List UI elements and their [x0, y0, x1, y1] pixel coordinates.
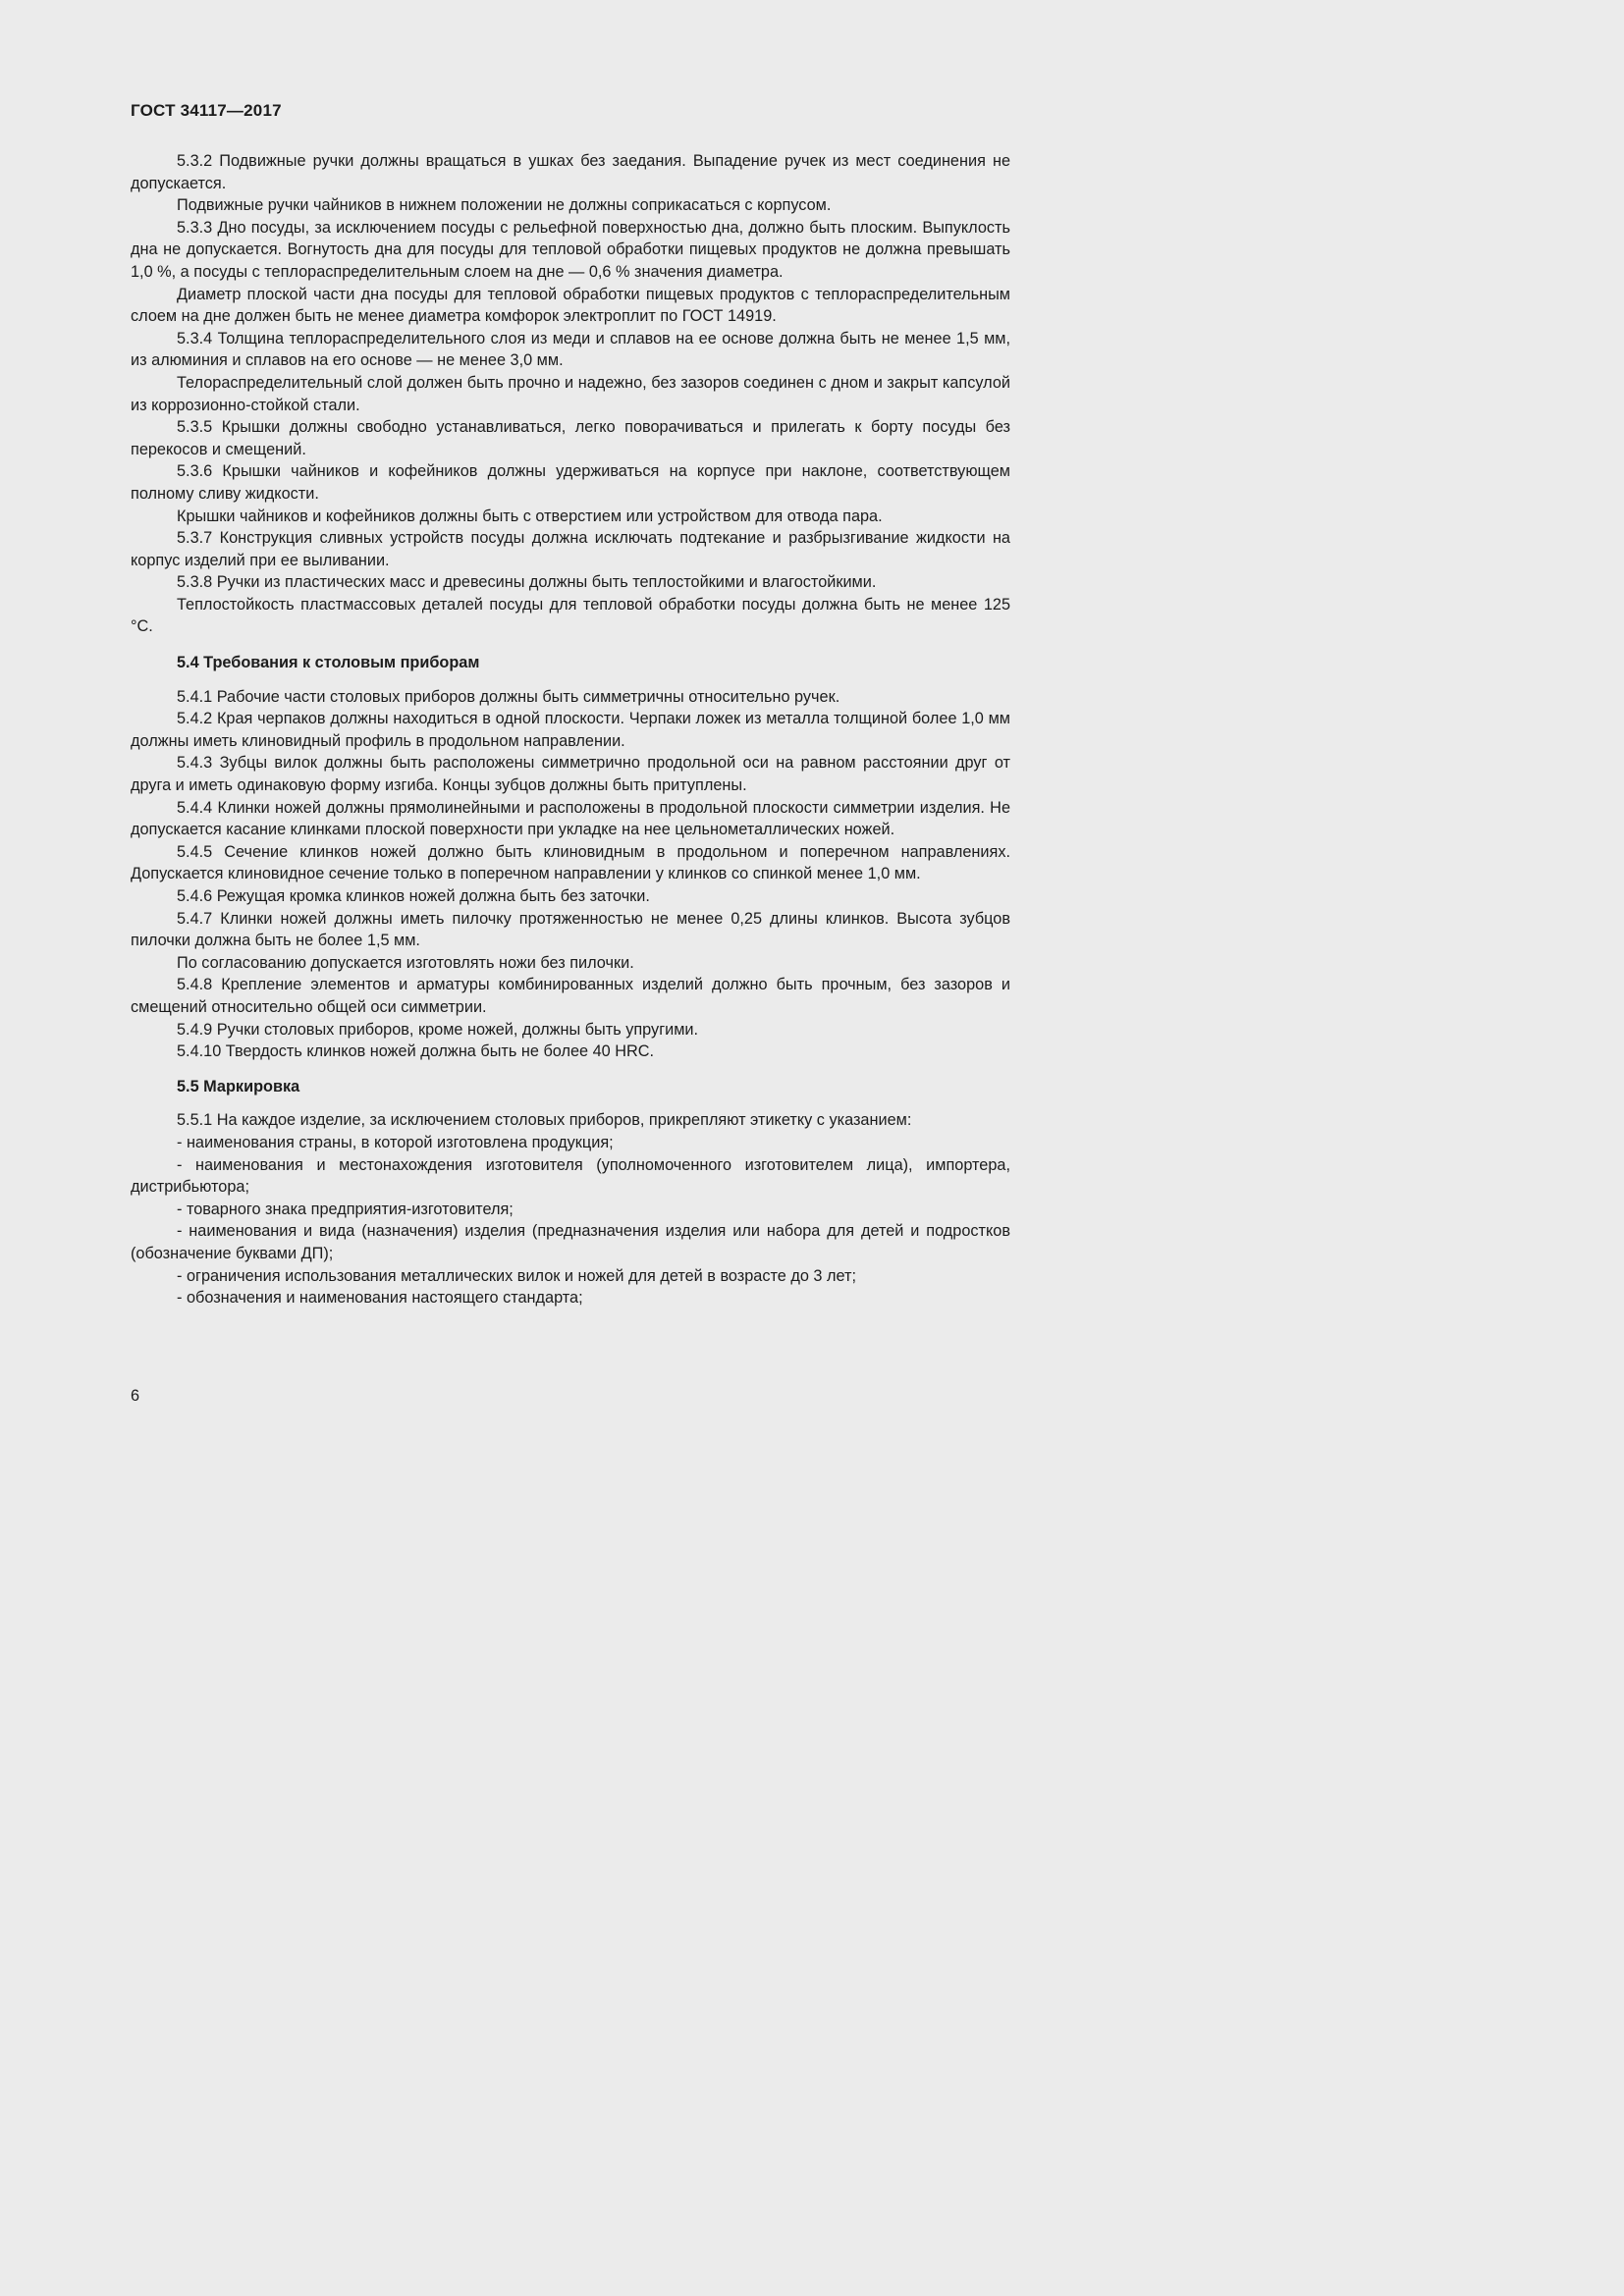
- paragraph: 5.4.9 Ручки столовых приборов, кроме ножей, должны быть упругими.: [177, 1020, 699, 1039]
- page-number: 6: [131, 1387, 140, 1405]
- paragraph: 5.3.2 Подвижные ручки должны вращаться в ушках без заедания. Выпадение ручек из мест соединения не допускается.: [131, 152, 1010, 192]
- list-item: - наименования и вида (назначения) изделия (предназначения изделия или набора для детей и подростков (обозначение буквами ДП);: [131, 1222, 1010, 1262]
- paragraph: 5.4.6 Режущая кромка клинков ножей должна быть без заточки.: [177, 887, 650, 905]
- paragraph: Крышки чайников и кофейников должны быть с отверстием или устройством для отвода пара.: [177, 507, 883, 525]
- paragraph: 5.4.4 Клинки ножей должны прямолинейными и расположены в продольной плоскости симметрии изделия. Не допускается касание клинками плоской поверхности при укладке на нее цельнометаллических ножей.: [131, 798, 1010, 839]
- section-heading-5-4: 5.4 Требования к столовым приборам: [177, 654, 480, 672]
- document-body: [131, 150, 1010, 1309]
- paragraph: 5.3.7 Конструкция сливных устройств посуды должна исключать подтекание и разбрызгивание жидкости на корпус изделий при ее выливании.: [131, 529, 1010, 569]
- paragraph: 5.3.6 Крышки чайников и кофейников должны удерживаться на корпусе при наклоне, соответствующем полному сливу жидкости.: [131, 462, 1010, 503]
- document-header: ГОСТ 34117—2017: [131, 101, 282, 120]
- paragraph: 5.5.1 На каждое изделие, за исключением столовых приборов, прикрепляют этикетку с указанием:: [177, 1111, 912, 1130]
- paragraph: Телораспределительный слой должен быть прочно и надежно, без зазоров соединен с дном и закрыт капсулой из коррозионно-стойкой стали.: [131, 373, 1010, 414]
- paragraph: 5.4.10 Твердость клинков ножей должна быть не более 40 HRC.: [177, 1042, 655, 1061]
- paragraph: 5.4.2 Края черпаков должны находиться в одной плоскости. Черпаки ложек из металла толщиной более 1,0 мм должны иметь клиновидный профиль в продольном направлении.: [131, 710, 1010, 750]
- paragraph: 5.4.7 Клинки ножей должны иметь пилочку протяженностью не менее 0,25 длины клинков. Высота зубцов пилочки должна быть не более 1,5 мм.: [131, 909, 1010, 950]
- paragraph: Диаметр плоской части дна посуды для тепловой обработки пищевых продуктов с теплораспределительным слоем на дне должен быть не менее диаметра комфорок электроплит по ГОСТ 14919.: [131, 285, 1010, 326]
- paragraph: 5.3.4 Толщина теплораспределительного слоя из меди и сплавов на ее основе должна быть не менее 1,5 мм, из алюминия и сплавов на его основе — не менее 3,0 мм.: [131, 329, 1010, 370]
- paragraph: 5.3.5 Крышки должны свободно устанавливаться, легко поворачиваться и прилегать к борту посуды без перекосов и смещений.: [131, 418, 1010, 458]
- list-item: - наименования страны, в которой изготовлена продукция;: [177, 1133, 614, 1151]
- list-item: - товарного знака предприятия-изготовителя;: [177, 1200, 514, 1218]
- paragraph: Подвижные ручки чайников в нижнем положении не должны соприкасаться с корпусом.: [177, 196, 832, 215]
- list-item: - ограничения использования металлических вилок и ножей для детей в возрасте до 3 лет;: [177, 1266, 857, 1285]
- document-page: [0, 0, 1089, 1539]
- paragraph: По согласованию допускается изготовлять ножи без пилочки.: [177, 953, 634, 972]
- paragraph: 5.3.8 Ручки из пластических масс и древесины должны быть теплостойкими и влагостойкими.: [177, 573, 877, 592]
- paragraph: 5.3.3 Дно посуды, за исключением посуды с рельефной поверхностью дна, должно быть плоским. Выпуклость дна не допускается. Вогнутость дна для посуды для тепловой обработки пищевых продуктов не должна превышать 1,0 %, а посуды с теплораспределительным слоем на дне — 0,6 % значения диаметра.: [131, 218, 1010, 281]
- list-item: - обозначения и наименования настоящего стандарта;: [177, 1289, 583, 1308]
- section-heading-5-5: 5.5 Маркировка: [177, 1077, 300, 1095]
- list-item: - наименования и местонахождения изготовителя (уполномоченного изготовителем лица), импортера, дистрибьютора;: [131, 1155, 1010, 1197]
- paragraph: 5.4.3 Зубцы вилок должны быть расположены симметрично продольной оси на равном расстоянии друг от друга и иметь одинаковую форму изгиба. Концы зубцов должны быть притуплены.: [131, 754, 1010, 795]
- paragraph: 5.4.5 Сечение клинков ножей должно быть клиновидным в продольном и поперечном направлениях. Допускается клиновидное сечение только в поперечном направлении у клинков со спинкой менее 1,0 мм.: [131, 842, 1010, 883]
- paragraph: 5.4.1 Рабочие части столовых приборов должны быть симметричны относительно ручек.: [177, 687, 840, 706]
- paragraph: 5.4.8 Крепление элементов и арматуры комбинированных изделий должно быть прочным, без зазоров и смещений относительно общей оси симметрии.: [131, 976, 1010, 1016]
- paragraph: Теплостойкость пластмассовых деталей посуды для тепловой обработки посуды должна быть не менее 125 °С.: [131, 595, 1010, 636]
